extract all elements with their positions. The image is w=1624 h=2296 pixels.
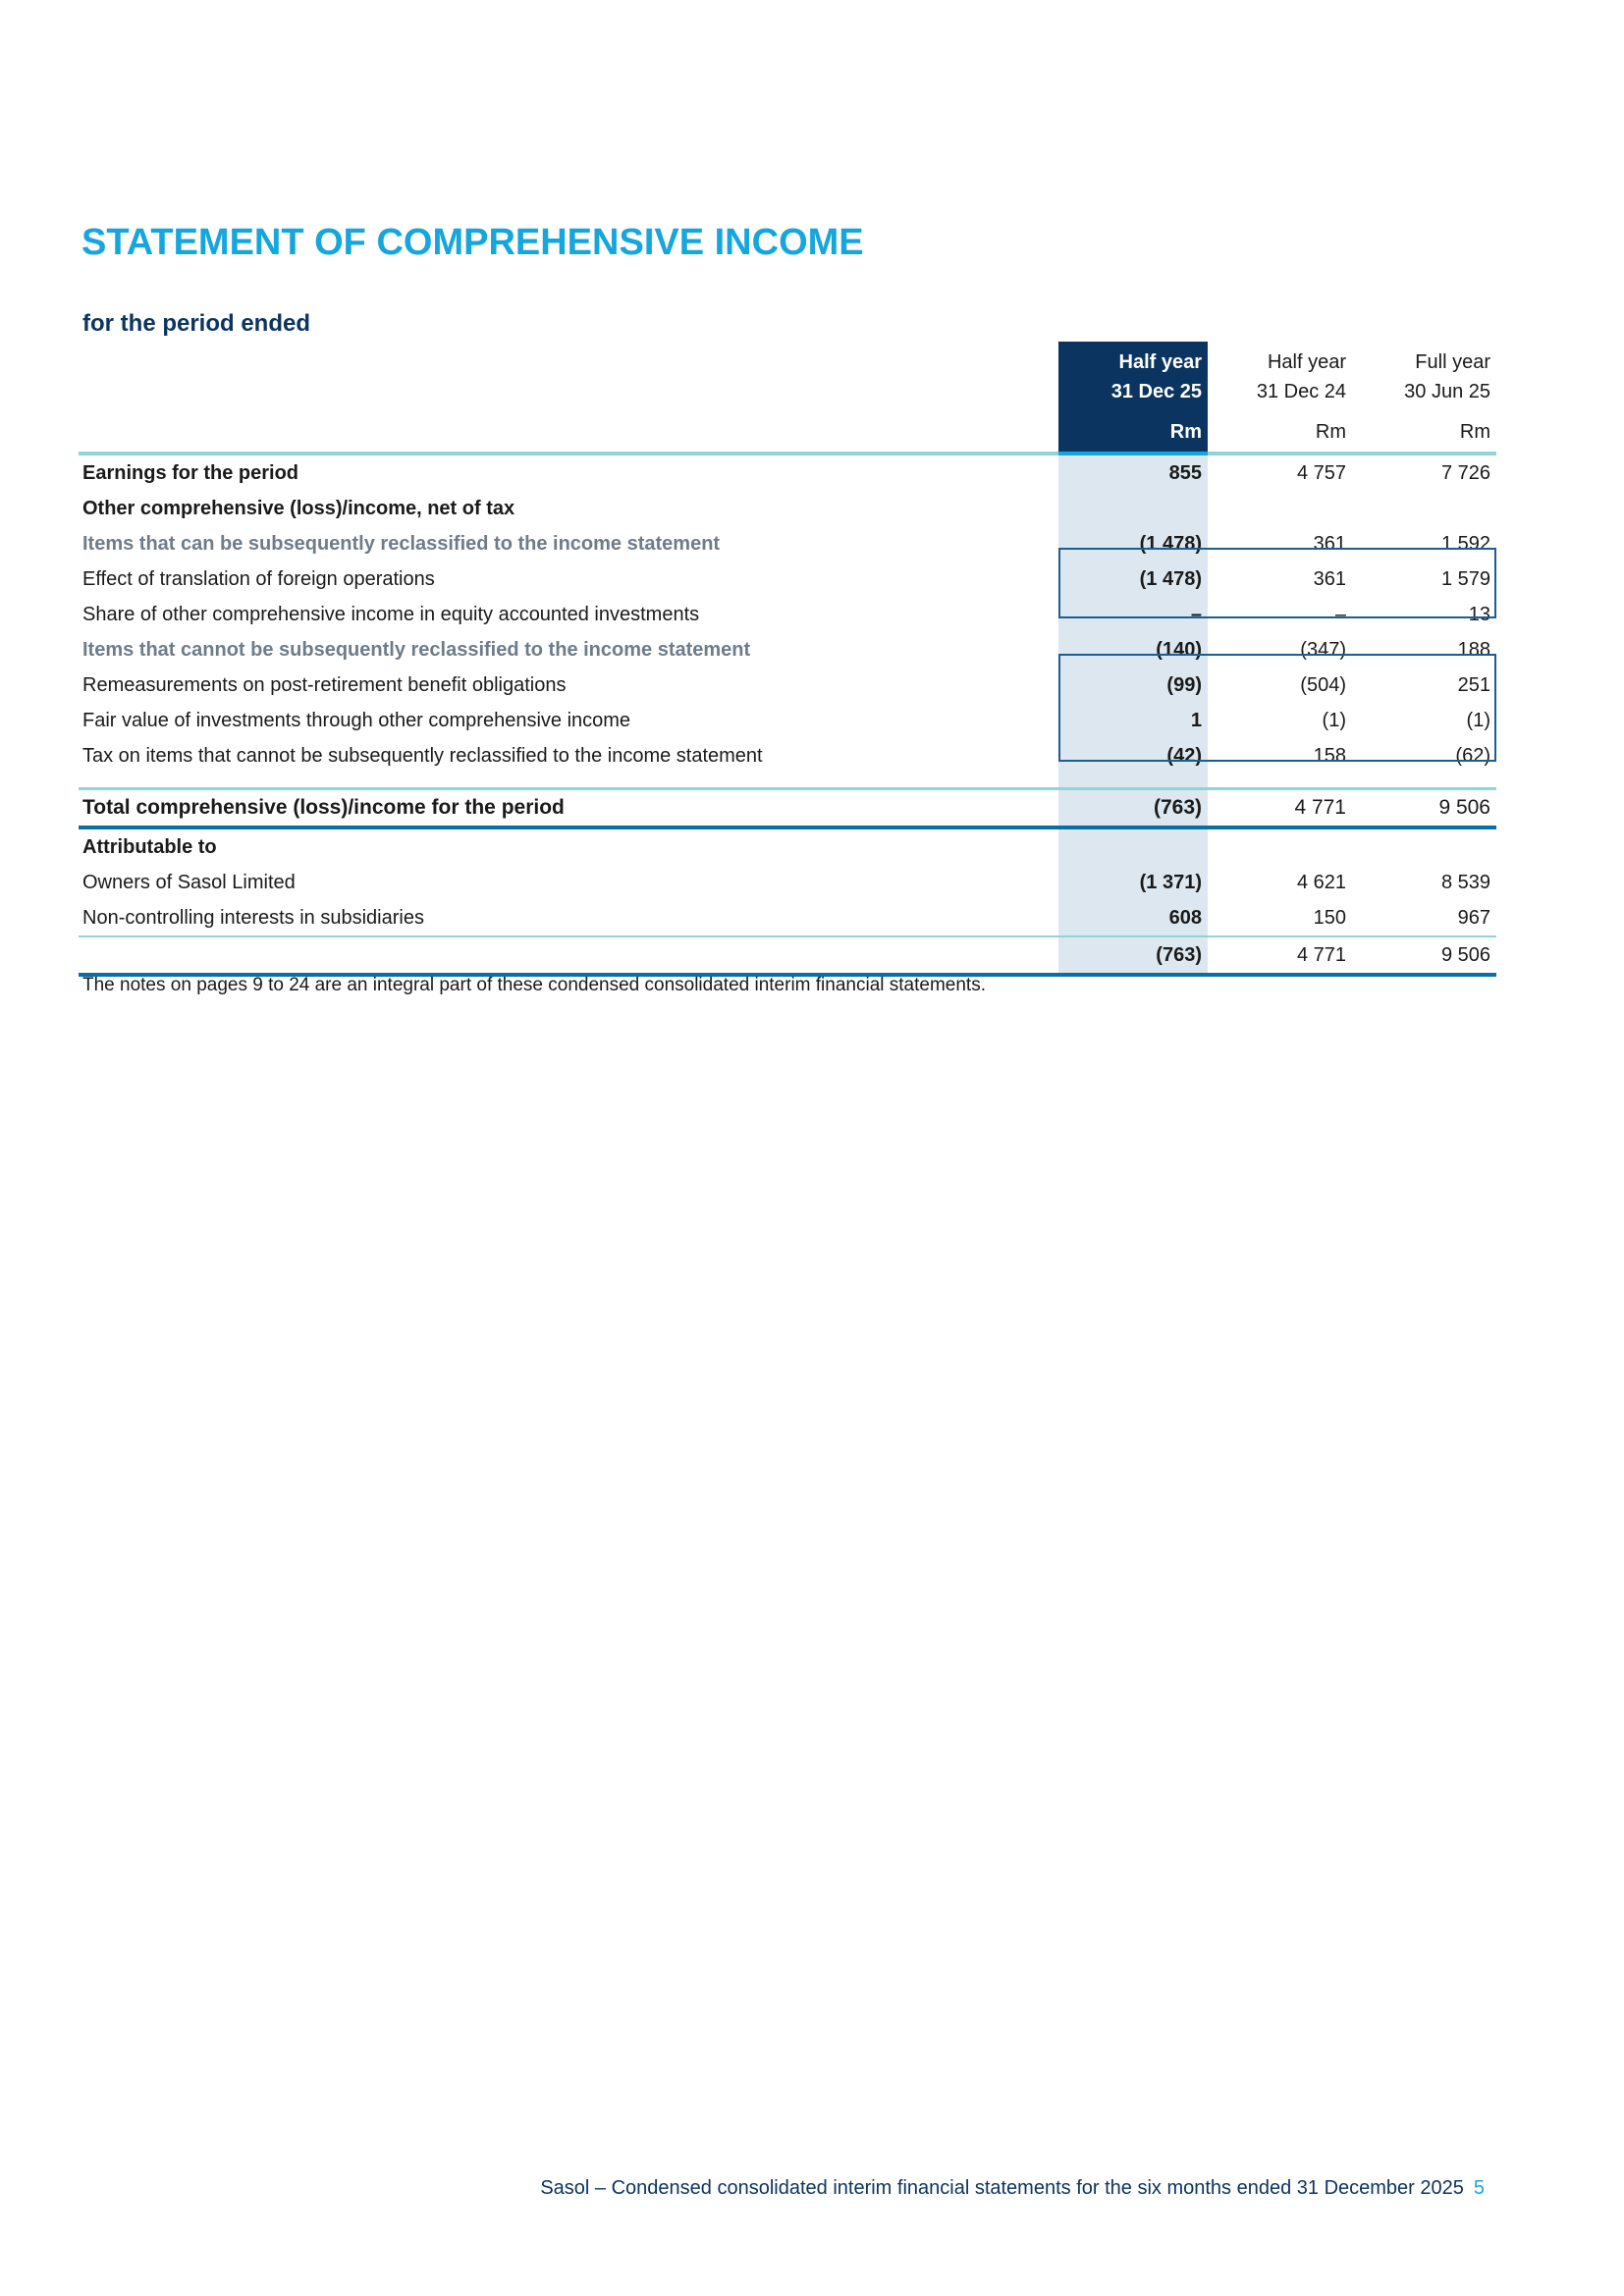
- table-row: [79, 632, 1496, 667]
- row-value-2: (504): [1300, 673, 1346, 696]
- table-row: [79, 597, 1496, 632]
- comprehensive-income-table: [79, 342, 1496, 977]
- row-label: Earnings for the period: [82, 461, 299, 484]
- table-row: [79, 454, 1496, 491]
- row-value-3: (62): [1455, 744, 1490, 767]
- row-value-2: 4 621: [1296, 871, 1346, 893]
- header-blank: [79, 406, 1058, 454]
- row-value-2: 158: [1313, 744, 1346, 767]
- row-value-1: (140): [1058, 632, 1208, 667]
- col-header-date-1: 31 Dec 25: [1058, 377, 1208, 406]
- col-unit-2: Rm: [1315, 420, 1346, 443]
- row-label: [79, 936, 1058, 975]
- row-value-1: (1 478): [1058, 561, 1208, 597]
- footnote: The notes on pages 9 to 24 are an integral part of these condensed consolidated interim financial statements.: [82, 975, 986, 995]
- row-value-1: (99): [1058, 667, 1208, 703]
- row-value-2: [1208, 491, 1352, 526]
- row-value-3: 9 506: [1352, 936, 1496, 975]
- table-row: [79, 738, 1496, 774]
- footer-text: Sasol – Condensed consolidated interim financial statements for the six months ended 31 December 2025: [540, 2177, 1464, 2199]
- row-label: Items that can be subsequently reclassified to the income statement: [82, 532, 721, 555]
- row-value-1: 608: [1058, 900, 1208, 936]
- table-row: [79, 526, 1496, 561]
- row-value-2: 4 771: [1208, 789, 1352, 828]
- row-value-1: (763): [1058, 789, 1208, 828]
- row-value-1: 1: [1058, 703, 1208, 738]
- row-label: Other comprehensive (loss)/income, net of tax: [82, 497, 515, 519]
- row-value-2: (1): [1322, 709, 1346, 731]
- spacer-cell: [1208, 774, 1352, 789]
- row-value-2: [1208, 828, 1352, 865]
- grand-total-row: [79, 936, 1496, 975]
- row-value-3: (1): [1466, 709, 1490, 731]
- row-value-1: 855: [1058, 454, 1208, 491]
- col-unit-1: Rm: [1058, 406, 1208, 454]
- row-value-1: [1058, 491, 1208, 526]
- table-row: [79, 828, 1496, 865]
- row-value-3: 967: [1352, 900, 1496, 936]
- spacer-row: [79, 774, 1496, 789]
- header-blank: [79, 377, 1058, 406]
- row-value-3: 1 592: [1440, 532, 1490, 555]
- table-row: [79, 667, 1496, 703]
- col-header-period-2: Half year: [1267, 351, 1346, 373]
- page-title: STATEMENT OF COMPREHENSIVE INCOME: [81, 222, 864, 263]
- row-value-3: 8 539: [1440, 871, 1490, 893]
- row-label: Attributable to: [82, 835, 217, 858]
- row-value-2: (347): [1300, 638, 1346, 661]
- row-value-1: (1 478): [1058, 526, 1208, 561]
- header-blank: [79, 342, 1058, 377]
- row-label: Total comprehensive (loss)/income for the period: [79, 789, 1058, 828]
- row-label: Effect of translation of foreign operations: [82, 567, 435, 590]
- header-row-unit: [79, 406, 1496, 454]
- col-header-period-1: Half year: [1058, 342, 1208, 377]
- row-value-2: –: [1334, 603, 1346, 625]
- col-header-date-3: 30 Jun 25: [1404, 381, 1490, 402]
- row-value-1: (1 371): [1058, 865, 1208, 900]
- row-value-2: 4 771: [1208, 936, 1352, 975]
- row-value-3: 188: [1457, 638, 1490, 661]
- table-row: [79, 491, 1496, 526]
- row-value-3: 1 579: [1440, 567, 1490, 590]
- row-value-3: 7 726: [1440, 461, 1490, 484]
- page-subtitle: for the period ended: [82, 310, 311, 337]
- spacer-cell: [1352, 774, 1496, 789]
- row-value-3: 13: [1468, 603, 1490, 625]
- spacer-cell: [79, 774, 1058, 789]
- row-label: Non-controlling interests in subsidiaries: [79, 900, 1058, 936]
- row-value-3: [1352, 828, 1496, 865]
- col-header-period-3: Full year: [1415, 351, 1490, 373]
- col-header-date-2: 31 Dec 24: [1256, 381, 1346, 402]
- row-value-1: –: [1058, 597, 1208, 632]
- row-value-1: (42): [1058, 738, 1208, 774]
- table-row: [79, 561, 1496, 597]
- page-number: 5: [1473, 2177, 1485, 2199]
- total-row: [79, 789, 1496, 828]
- row-value-1: [1058, 828, 1208, 865]
- row-value-3: 9 506: [1352, 789, 1496, 828]
- spacer-cell: [1058, 774, 1208, 789]
- row-value-2: 361: [1313, 567, 1346, 590]
- row-value-2: 150: [1208, 900, 1352, 936]
- row-value-3: 251: [1457, 673, 1490, 696]
- row-label: Share of other comprehensive income in equity accounted investments: [82, 603, 700, 625]
- row-value-1: (763): [1058, 936, 1208, 975]
- comprehensive-income-table-wrap: [79, 342, 1496, 977]
- row-label: Tax on items that cannot be subsequently reclassified to the income statement: [82, 744, 763, 767]
- table-row: [79, 703, 1496, 738]
- row-label: Owners of Sasol Limited: [82, 871, 296, 893]
- page-footer: [540, 2177, 1485, 2200]
- header-row-date: [79, 377, 1496, 406]
- row-value-3: [1352, 491, 1496, 526]
- row-label: Items that cannot be subsequently reclassified to the income statement: [82, 638, 751, 661]
- row-label: Fair value of investments through other comprehensive income: [82, 709, 631, 731]
- table-row: [79, 900, 1496, 936]
- row-value-2: 361: [1313, 532, 1346, 555]
- header-row-period: [79, 342, 1496, 377]
- col-unit-3: Rm: [1459, 420, 1490, 443]
- row-label: Remeasurements on post-retirement benefit obligations: [82, 673, 567, 696]
- row-value-2: 4 757: [1296, 461, 1346, 484]
- table-row: [79, 865, 1496, 900]
